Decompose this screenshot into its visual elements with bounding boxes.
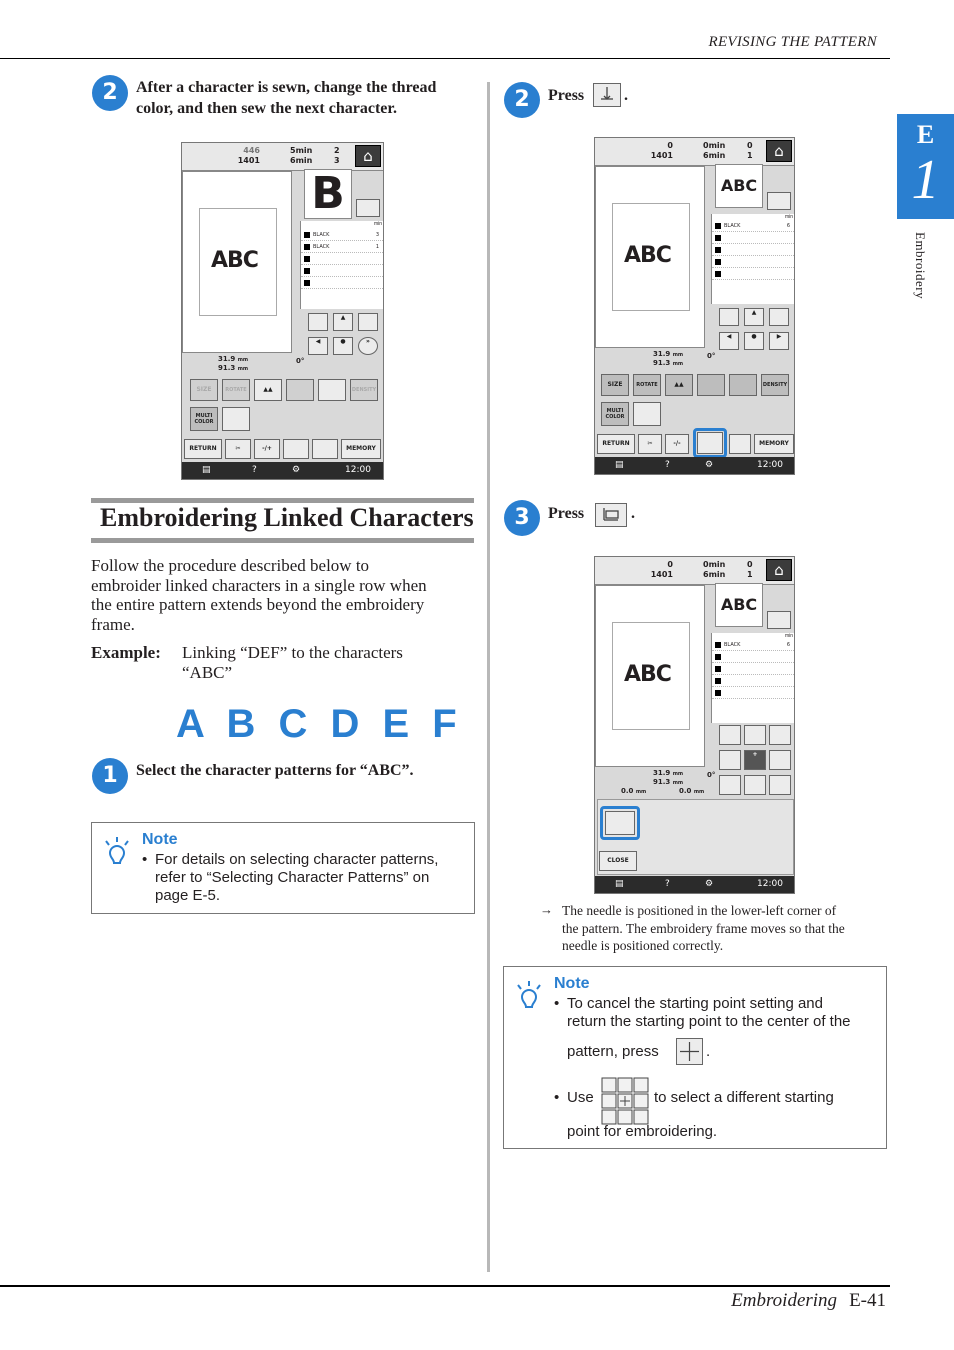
note-text-1: To cancel the starting point setting and return the starting point to the center of the <box>567 995 851 1030</box>
cut-button[interactable]: ✂ <box>638 434 662 454</box>
machine-screen-1 <box>181 142 384 480</box>
center-button[interactable]: ● <box>744 332 764 350</box>
list-icon[interactable]: ▤ <box>615 879 624 889</box>
start-middle-left-button[interactable] <box>719 750 741 770</box>
preview-abc: ABC <box>211 248 258 273</box>
thread-row: BLACK 1 <box>301 241 384 253</box>
note-bullet-2: • <box>554 1089 560 1106</box>
thread-thumbnail: B <box>304 169 352 219</box>
cut-button[interactable]: ✂ <box>225 439 251 459</box>
start-bottom-right-button[interactable] <box>769 775 791 795</box>
thread-color-list: min BLACK 3 BLACK 1 <box>300 221 384 309</box>
screen-status-bar <box>182 143 383 171</box>
start-middle-right-button[interactable] <box>769 750 791 770</box>
start-center-button[interactable]: + <box>744 750 766 770</box>
start-top-center-button[interactable] <box>744 725 766 745</box>
move-right-button[interactable]: ▶ <box>769 332 789 350</box>
pattern-preview <box>182 171 292 353</box>
right-step-badge-2: 2 <box>504 82 540 118</box>
result-arrow: → <box>540 902 553 917</box>
right-step-3-end: . <box>631 505 635 522</box>
mirror-button[interactable]: ▲▲ <box>665 374 693 396</box>
screen-bottom-bar <box>595 876 794 893</box>
return-button[interactable]: RETURN <box>597 434 635 454</box>
color-counter: 2 3 <box>334 146 340 165</box>
pattern-size: 31.9 mm 91.3 mm <box>218 355 249 372</box>
clock: 12:00 <box>757 460 783 470</box>
stitch-counter: 446 1401 <box>237 146 260 165</box>
thread-thumbnail: ABC <box>715 164 763 208</box>
list-icon[interactable]: ▤ <box>202 465 211 475</box>
move-up-left-button[interactable] <box>308 313 328 331</box>
thread-view-button[interactable] <box>356 199 380 217</box>
start-point-button[interactable] <box>283 439 309 459</box>
pattern-angle: 0° <box>707 771 716 779</box>
footer-rule <box>0 1285 890 1287</box>
move-up-left-button[interactable] <box>719 308 739 326</box>
help-icon[interactable]: ? <box>665 879 670 889</box>
step-badge-1: 1 <box>92 758 128 794</box>
move-up-right-button[interactable] <box>769 308 789 326</box>
machine-screen-2: 0 1401 0min 6min 0 1 ⌂ ABC ABC min BLACK 6 ▲ ◀ ● ▶ 31.9 mm 91.3 mm 0° SIZE ROTATE ▲▲ DENSITY MULTI COLOR RETURN ✂ -/- MEMORY ▤ ? ⚙ 12:00 <box>594 137 795 475</box>
thread-color-list: min BLACK 6 <box>711 214 795 304</box>
memory-button[interactable]: MEMORY <box>754 434 794 454</box>
start-bottom-center-button[interactable] <box>744 775 766 795</box>
example-letters: A B C D E F <box>176 702 463 746</box>
multi-color-button[interactable]: MULTI COLOR <box>601 402 629 426</box>
lightbulb-icon <box>514 979 544 1019</box>
center-button[interactable]: ● <box>333 337 353 355</box>
note-box-right <box>503 966 887 1149</box>
move-left-button[interactable]: ◀ <box>719 332 739 350</box>
trial-button[interactable] <box>729 434 751 454</box>
chapter-number: 1 <box>911 149 940 211</box>
note-text-2b: to select a different starting <box>654 1089 834 1106</box>
machine-screen-3: 0 1401 0min 6min 0 1 ⌂ ABC ABC min BLACK 6 + 31.9 mm 91.3 mm 0° 0.0 mm 0.0 mm CLOSE ▤ ? ⚙ 12:00 <box>594 556 795 894</box>
section-rule-bottom <box>91 538 474 543</box>
example-label: Example: <box>91 643 161 662</box>
multi-color-button[interactable]: MULTI COLOR <box>190 407 218 431</box>
result-text: The needle is positioned in the lower-left corner of the pattern. The embroidery frame moves so that the needle is positioned correctly. <box>562 903 845 953</box>
expand-button[interactable]: » <box>358 337 378 355</box>
help-icon[interactable]: ? <box>665 460 670 470</box>
thread-thumbnail: ABC <box>715 583 763 627</box>
pencil-button[interactable] <box>697 374 725 396</box>
chapter-letter: E <box>916 120 935 149</box>
right-step-2-end: . <box>624 87 628 104</box>
pattern-angle: 0° <box>296 357 305 365</box>
start-bottom-left-button[interactable] <box>719 775 741 795</box>
size-button[interactable]: SIZE <box>190 379 218 401</box>
trial-button[interactable] <box>312 439 338 459</box>
move-up-button[interactable]: ▲ <box>744 308 764 326</box>
offset-horizontal: 0.0 mm <box>679 787 705 795</box>
move-up-right-button[interactable] <box>358 313 378 331</box>
offset-vertical: 0.0 mm <box>621 787 647 795</box>
pattern-size: 31.9 mm 91.3 mm <box>653 350 684 367</box>
thread-view-button[interactable] <box>767 611 791 629</box>
pattern-preview: ABC <box>595 166 705 348</box>
close-button[interactable]: CLOSE <box>599 851 637 871</box>
right-step-3-press: Press <box>548 505 585 522</box>
note-box-left <box>91 822 475 914</box>
home-button[interactable] <box>355 145 381 167</box>
home-button[interactable] <box>766 140 792 162</box>
thread-color-list: min BLACK 6 <box>711 633 795 723</box>
rotate-button[interactable]: ROTATE <box>633 374 661 396</box>
right-step-2-press: Press <box>548 87 585 104</box>
running-header: REVISING THE PATTERN <box>708 34 877 50</box>
thread-row: BLACK 6 <box>712 639 795 651</box>
start-grid-icon <box>601 1077 649 1125</box>
start-top-left-button[interactable] <box>719 725 741 745</box>
move-up-button[interactable]: ▲ <box>333 313 353 331</box>
note-label: Note <box>142 831 178 848</box>
lightbulb-icon <box>102 835 132 875</box>
step-1-text: Select the character patterns for “ABC”. <box>136 762 414 779</box>
thread-row: BLACK 6 <box>712 220 795 232</box>
memory-button[interactable]: MEMORY <box>341 439 381 459</box>
note-label: Note <box>554 975 590 992</box>
lower-left-start-highlight <box>600 806 640 840</box>
needle-mode-button[interactable]: -/+ <box>254 439 280 459</box>
right-step-badge-3: 3 <box>504 500 540 536</box>
rotate-button[interactable]: ROTATE <box>222 379 250 401</box>
clock: 12:00 <box>345 465 371 475</box>
example-text: Linking “DEF” to the characters “ABC” <box>182 643 403 682</box>
density-button[interactable]: DENSITY <box>350 379 378 401</box>
start-top-right-button[interactable] <box>769 725 791 745</box>
step-badge-2: 2 <box>92 75 128 111</box>
screen-bottom-bar <box>595 457 794 474</box>
header-rule <box>0 58 890 59</box>
start-point-icon <box>593 83 621 107</box>
settings-icon[interactable]: ⚙ <box>705 879 714 889</box>
list-icon[interactable]: ▤ <box>615 460 624 470</box>
column-divider <box>487 82 490 1272</box>
section-title: Embroidering Linked Characters <box>100 503 474 532</box>
pattern-angle: 0° <box>707 352 716 360</box>
lower-left-point-icon <box>595 503 627 527</box>
help-icon[interactable]: ? <box>252 465 257 475</box>
thread-button[interactable] <box>729 374 757 396</box>
note-bullet: • <box>142 851 148 868</box>
clock: 12:00 <box>757 879 783 889</box>
settings-icon[interactable]: ⚙ <box>292 465 301 475</box>
note-text-2c: point for embroidering. <box>567 1123 718 1140</box>
note-bullet-1: • <box>554 995 560 1012</box>
thread-row: BLACK 3 <box>301 229 384 241</box>
chapter-section-label: Embroidery <box>913 232 928 300</box>
home-button[interactable] <box>766 559 792 581</box>
pattern-preview: ABC <box>595 585 705 767</box>
step-2-text: After a character is sewn, change the thread color, and then sew the next character. <box>136 79 437 117</box>
note-text: For details on selecting character patterns, refer to “Selecting Character Patterns” on page E-5. <box>155 851 439 904</box>
size-button[interactable]: SIZE <box>601 374 629 396</box>
chapter-tab <box>897 114 954 219</box>
intro-paragraph: Follow the procedure described below to embroider linked characters in a single row when the entire pattern extends beyond the embroidery frame. <box>91 556 427 634</box>
density-button[interactable]: DENSITY <box>761 374 789 396</box>
start-point-highlight <box>693 428 727 458</box>
thread-button[interactable] <box>318 379 346 401</box>
mirror-button[interactable]: ▲▲ <box>254 379 282 401</box>
pattern-size: 31.9 mm 91.3 mm <box>653 769 684 786</box>
screen-bottom-bar <box>182 462 383 479</box>
footer: Embroidering E-41 <box>731 1290 886 1311</box>
note-text-2a: Use <box>567 1089 594 1106</box>
move-left-button[interactable]: ◀ <box>308 337 328 355</box>
note-text-1-period: . <box>706 1043 711 1060</box>
time-counter: 5min 6min <box>290 146 313 165</box>
return-button[interactable]: RETURN <box>184 439 222 459</box>
thread-view-button[interactable] <box>767 192 791 210</box>
outline-button[interactable] <box>222 407 250 431</box>
note-text-1-end: pattern, press <box>567 1043 659 1060</box>
center-start-icon <box>676 1038 703 1065</box>
needle-mode-button[interactable]: -/- <box>665 434 689 454</box>
pencil-button[interactable] <box>286 379 314 401</box>
outline-button[interactable] <box>633 402 661 426</box>
settings-icon[interactable]: ⚙ <box>705 460 714 470</box>
